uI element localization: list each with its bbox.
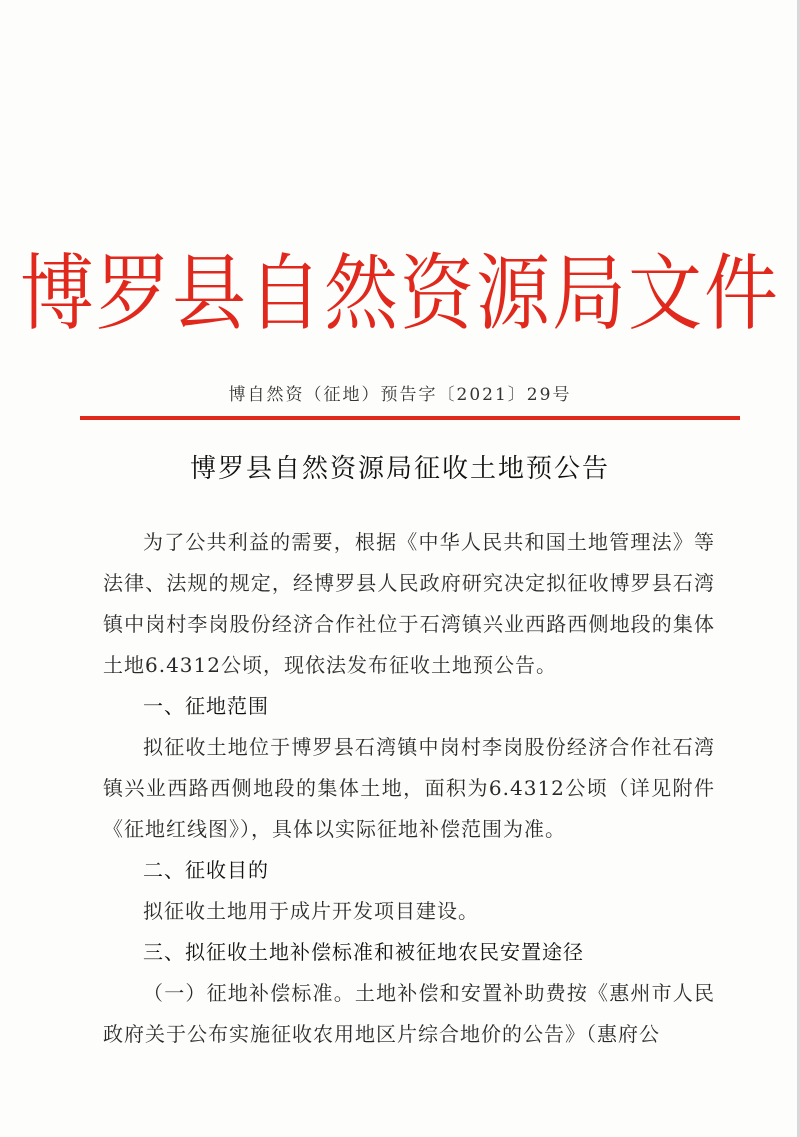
notice-body [103,522,715,1055]
intro-paragraph: 为了公共利益的需要，根据《中华人民共和国土地管理法》等法律、法规的规定，经博罗县人民政府研究决定拟征收博罗县石湾镇中岗村李岗股份经济合作社位于石湾镇兴业西路西侧地段的集体土地6.4312公顷，现依法发布征收土地预公告。 [103,530,715,677]
red-divider-line [80,416,740,420]
section-text-scope: 拟征收土地位于博罗县石湾镇中岗村李岗股份经济合作社石湾镇兴业西路西侧地段的集体土地，面积为6.4312公顷（详见附件《征地红线图》），具体以实际征地补偿范围为准。 [103,735,715,841]
notice-title: 博罗县自然资源局征收土地预公告 [189,454,610,484]
section-heading-scope: 一、征地范围 [143,694,269,718]
section-heading-compensation: 三、拟征收土地补偿标准和被征地农民安置途径 [143,940,584,964]
section-text-compensation: （一）征地补偿标准。土地补偿和安置补助费按《惠州市人民政府关于公布实施征收农用地区片综合地价的公告》（惠府公 [103,981,715,1046]
section-heading-purpose: 二、征收目的 [143,858,269,882]
section-text-purpose: 拟征收土地用于成片开发项目建设。 [143,899,479,923]
document-number: 博自然资（征地）预告字〔2021〕29号 [228,385,572,405]
masthead-title: 博罗县自然资源局文件 [20,245,780,343]
